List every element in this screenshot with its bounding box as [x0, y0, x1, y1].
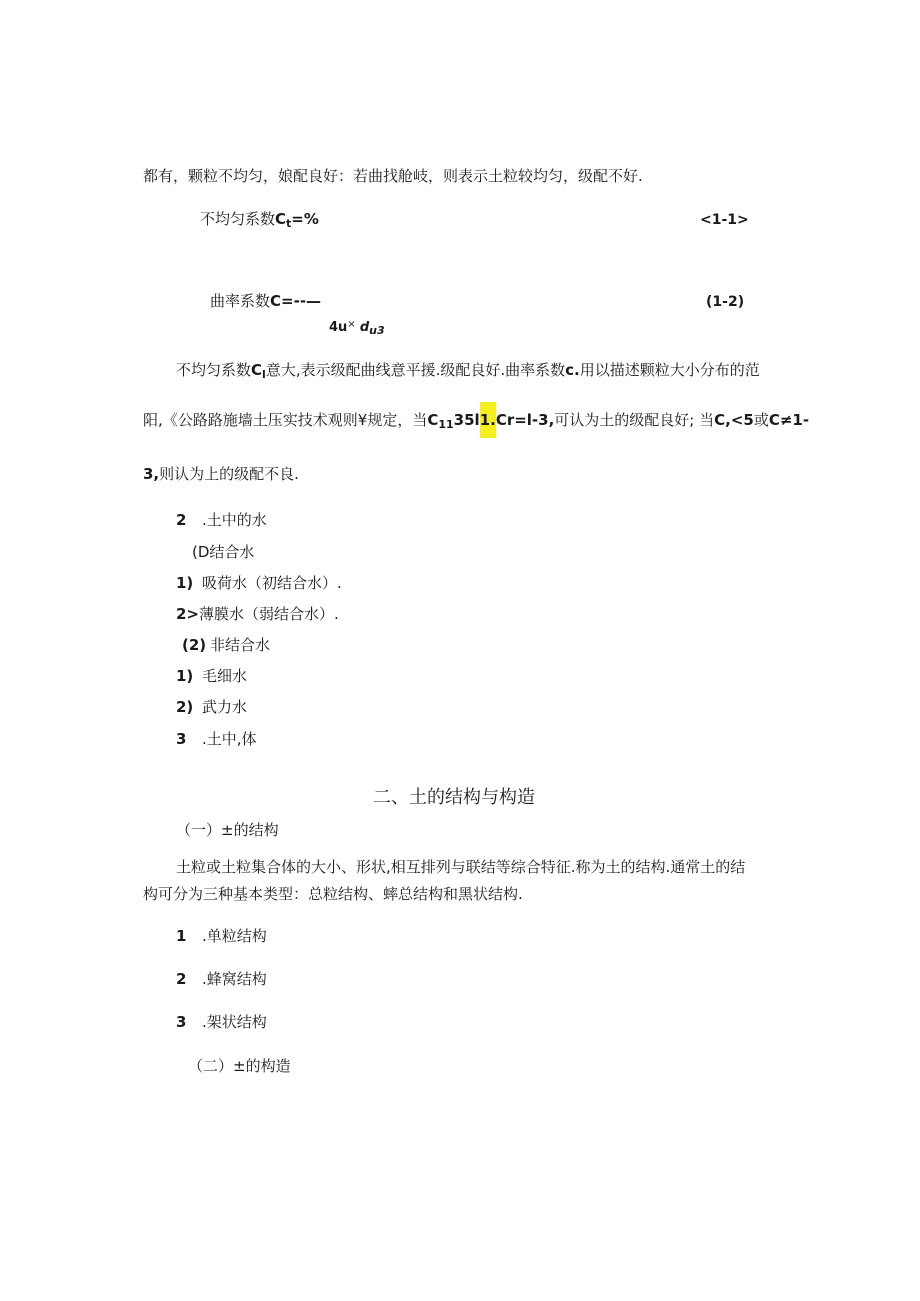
bound-water-heading: (D结合水	[192, 543, 255, 561]
gas-heading-num: 3	[176, 730, 187, 748]
p2-e: 可认为土的级配良好; 当	[554, 411, 715, 429]
free-water-num: (2)	[182, 636, 207, 654]
eq2-den-a: 4u	[329, 320, 348, 335]
structure-item-1-text: .单粒结构	[202, 927, 267, 945]
eq1-formula: C	[275, 210, 287, 228]
subsection-structure: （一）±的结构	[176, 821, 279, 839]
p2-c: 35l	[453, 411, 480, 429]
bound-item-2-text: 薄膜水（弱结合水）.	[199, 605, 339, 623]
equation-1-2	[210, 291, 321, 311]
structure-item-2-text: .蜂窝结构	[202, 970, 267, 988]
p1-b-sub: l	[262, 368, 266, 381]
bound-item-2-num: 2>	[176, 605, 200, 623]
bound-item-1-num: 1)	[176, 574, 194, 592]
p2-d: Cr=l-3,	[495, 411, 555, 429]
structure-item-3-num: 3	[176, 1013, 187, 1031]
gas-heading	[176, 729, 257, 749]
p2-g: 或	[753, 411, 769, 429]
free-item-2-text: 武力水	[202, 698, 248, 716]
structure-item-3-text: .架状结构	[202, 1013, 267, 1031]
gas-heading-text: .土中,体	[202, 730, 257, 748]
p1-c: 意大,表示级配曲线意平援.级配良好.曲率系数	[265, 361, 566, 379]
free-water-text: 非结合水	[210, 636, 271, 654]
equation-1-1	[200, 209, 319, 234]
structure-item-2	[176, 969, 267, 989]
eq2-number: (1-2)	[706, 294, 745, 310]
subsection-texture: （二）±的构造	[188, 1057, 291, 1075]
water-heading-num: 2	[176, 511, 187, 529]
p1-a: 不均匀系数	[176, 361, 252, 379]
p2-a: 阳,《公路路施墙土压实技术观则¥规定，当	[143, 411, 428, 429]
eq1-rest: =%	[291, 210, 319, 228]
eq1-number: <1-1>	[700, 212, 749, 228]
eq2-denominator	[329, 315, 385, 341]
bound-item-1	[176, 573, 342, 593]
eq2-den-x: ×	[347, 319, 356, 330]
free-item-1	[176, 666, 247, 686]
free-item-1-text: 毛细水	[202, 667, 248, 685]
structure-para-line2: 构可分为三种基本类型：总粒结构、蟀总结构和黑状结构.	[143, 885, 523, 903]
para1-line3	[143, 464, 299, 484]
p2-highlight: 1.	[480, 402, 496, 438]
p1-b: C	[251, 361, 263, 379]
free-item-2	[176, 697, 247, 717]
structure-item-1	[176, 926, 267, 946]
p2-b: C	[427, 411, 439, 429]
free-item-1-num: 1)	[176, 667, 194, 685]
eq2-formula: C=--—	[270, 292, 322, 310]
structure-para-line1: 土粒或土粒集合体的大小、形状,相互排列与联结等综合特征.称为土的结构.通常土的结	[176, 858, 746, 876]
structure-item-2-num: 2	[176, 970, 187, 988]
p1-d: c.	[565, 361, 580, 379]
eq2-den-sub: u3	[369, 324, 385, 337]
p2-b-sub: 11	[438, 418, 454, 431]
section-title: 二、土的结构与构造	[373, 787, 535, 808]
eq2-den-d: d	[359, 320, 370, 335]
p2-f: C,<5	[714, 411, 754, 429]
water-heading	[176, 510, 267, 530]
free-item-2-num: 2)	[176, 698, 194, 716]
structure-item-1-num: 1	[176, 927, 187, 945]
bound-item-1-text: 吸荷水（初结合水）.	[202, 574, 342, 592]
para1-line1	[176, 360, 760, 385]
structure-item-3	[176, 1012, 267, 1032]
para1-line2	[143, 410, 809, 435]
eq2-label: 曲率系数	[210, 292, 271, 310]
free-water-heading	[182, 635, 270, 655]
eq1-subscript: t	[286, 217, 292, 230]
p3-b: 则认为上的级配不良.	[159, 465, 299, 483]
p3-a: 3,	[143, 465, 160, 483]
intro-line: 都有，颗粒不均匀，娘配良好：若曲找舱岐，则表示土粒较均匀，级配不好.	[143, 167, 643, 185]
p1-e: 用以描述颗粒大小分布的范	[579, 361, 760, 379]
eq1-label: 不均匀系数	[200, 210, 276, 228]
bound-item-2	[176, 604, 339, 624]
p2-h: C≠1-	[768, 411, 810, 429]
water-heading-text: .土中的水	[202, 511, 267, 529]
